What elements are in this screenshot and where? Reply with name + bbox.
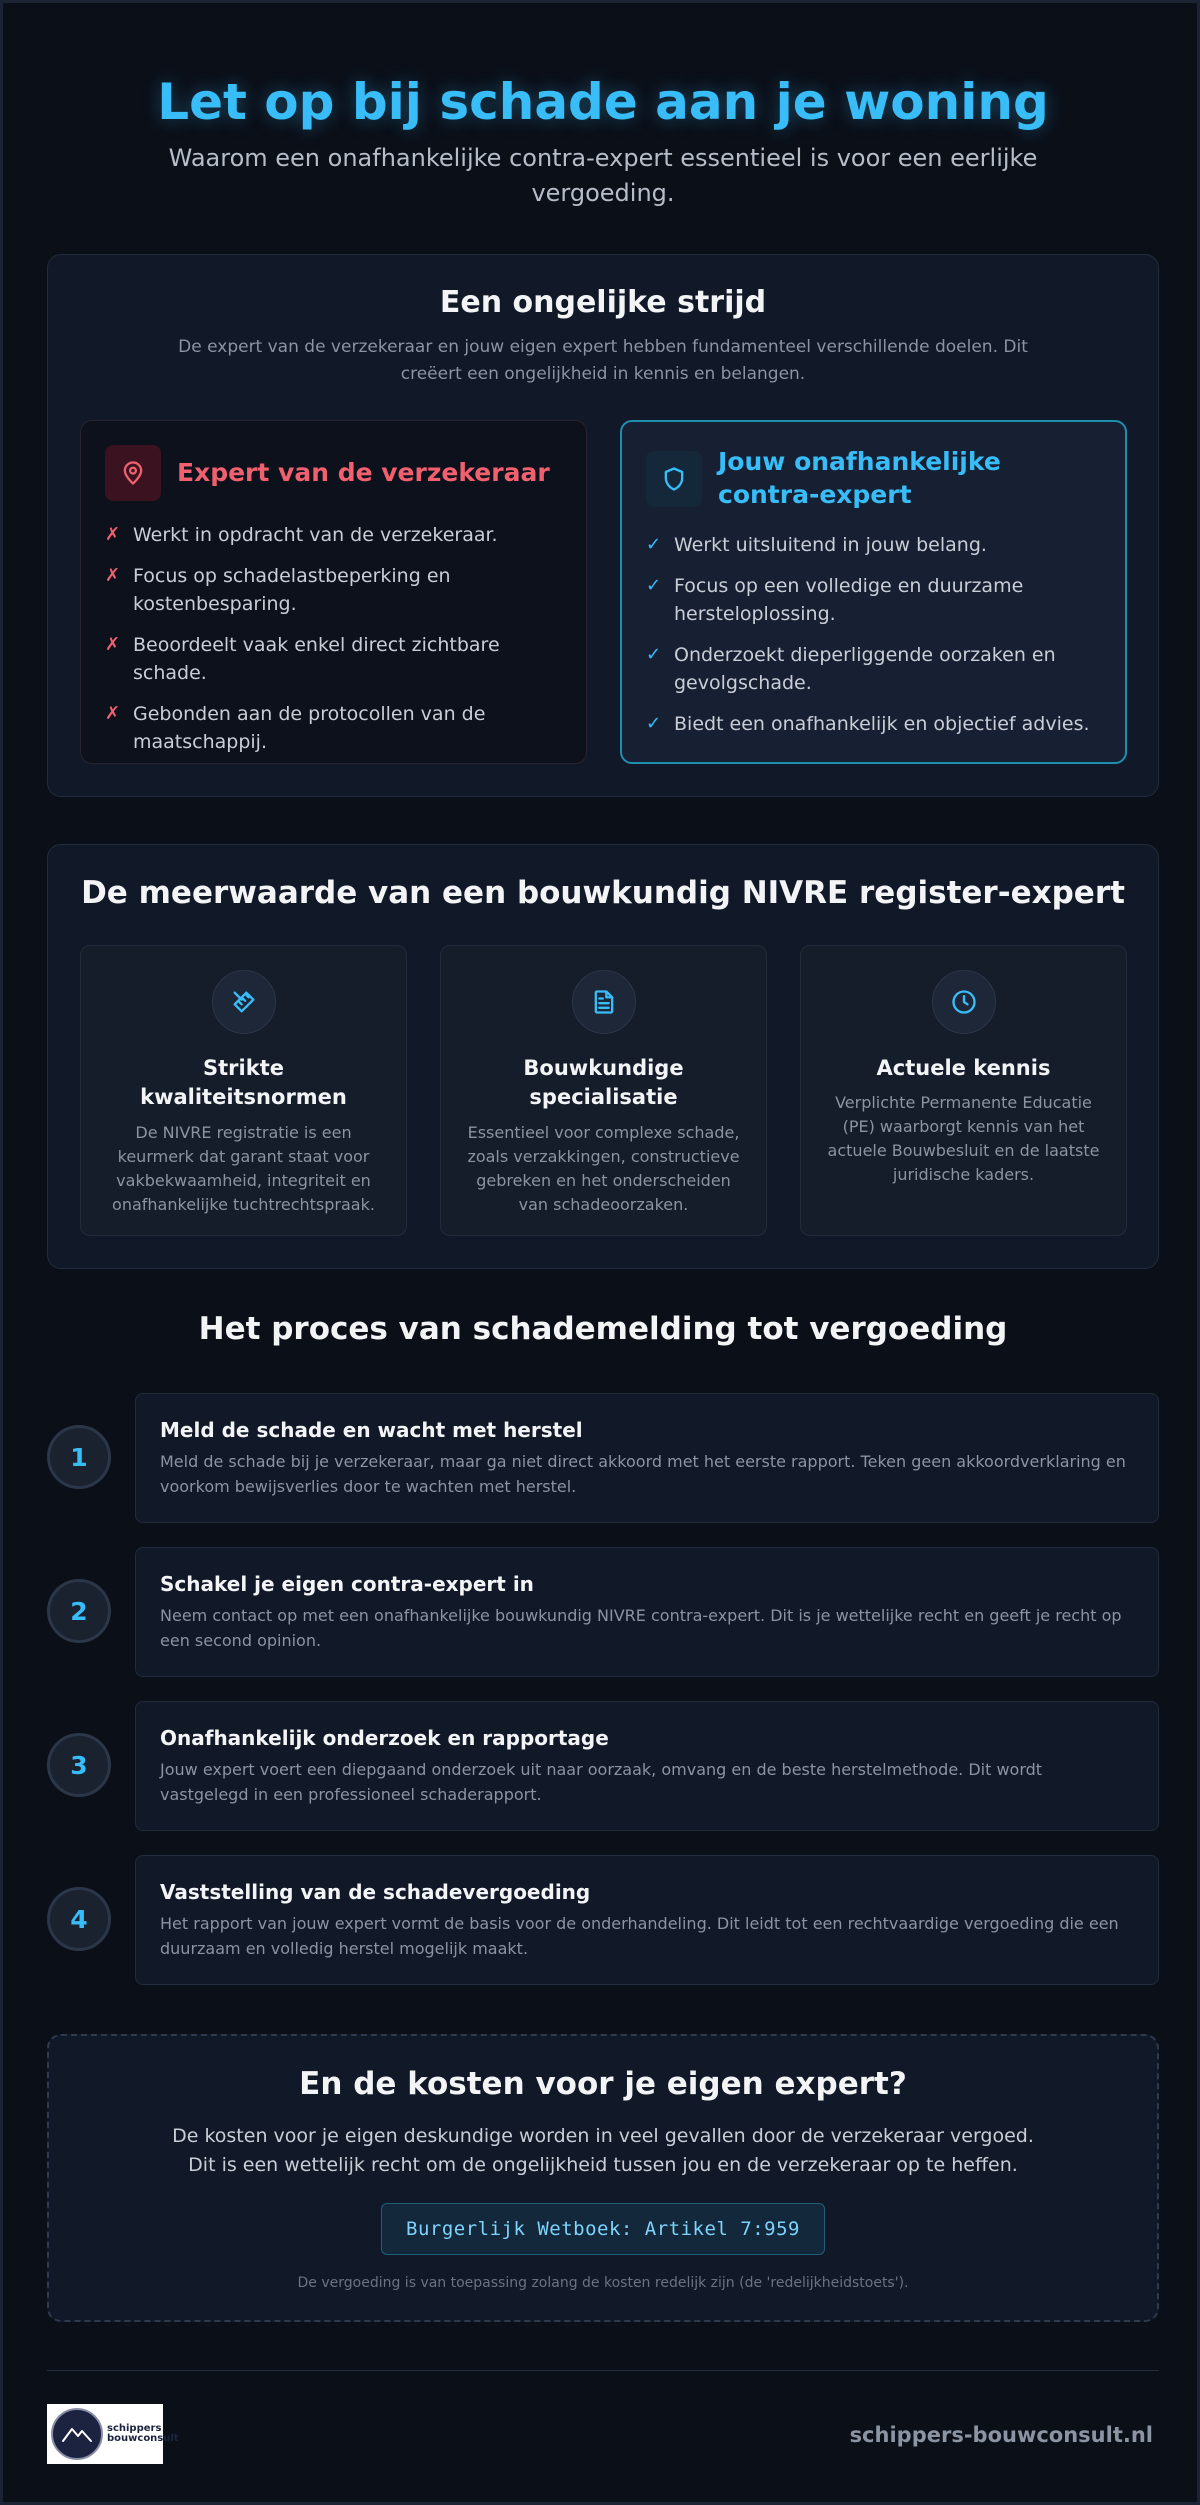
step-title: Onafhankelijk onderzoek en rapportage	[160, 1726, 609, 1750]
process-step	[135, 1393, 1159, 1523]
insurer-expert-card	[80, 420, 587, 764]
costs-description: De kosten voor je eigen deskundige worden in veel gevallen door de verzekeraar vergoed. Dit is een wettelijk recht om de ongelijkheid tussen jou en de verzekeraar op te heffen.	[172, 2125, 1034, 2176]
check-icon: ✓	[646, 643, 662, 665]
process-step	[135, 1855, 1159, 1985]
feature-description: De NIVRE registratie is een keurmerk dat garant staat voor vakbekwaamheid, integriteit en onafhankelijke tuchtrechtspraak.	[112, 1122, 375, 1214]
feature-card-knowledge	[800, 945, 1127, 1236]
own-expert-card	[620, 420, 1127, 764]
feature-title: Actuele kennis	[876, 1056, 1051, 1080]
own-expert-list	[646, 531, 1101, 738]
list-item	[105, 562, 562, 619]
law-reference-badge: Burgerlijk Wetboek: Artikel 7:959	[381, 2203, 825, 2255]
step-description: Meld de schade bij je verzekeraar, maar ga niet direct akkoord met het eerste rapport. Teken geen akkoordverklaring en voorkom bewijsverlies door te wachten met herstel.	[160, 1452, 1126, 1496]
own-expert-header	[646, 446, 1101, 511]
shield-icon	[646, 451, 702, 507]
footer-divider	[47, 2370, 1159, 2371]
step-number: 4	[47, 1887, 111, 1951]
page-subtitle: Waarom een onafhankelijke contra-expert essentieel is voor een eerlijke vergoeding.	[168, 144, 1038, 207]
insurer-expert-header	[105, 445, 562, 501]
feature-description: Essentieel voor complexe schade, zoals verzakkingen, constructieve gebreken en het onderscheiden van schadeoorzaken.	[467, 1122, 740, 1214]
feature-title: Strikte kwaliteitsnormen	[140, 1056, 347, 1110]
clock-icon	[932, 970, 996, 1034]
logo-wordmark	[107, 2424, 179, 2444]
step-description: Jouw expert voert een diepgaand onderzoek uit naar oorzaak, omvang en de beste herstelmethode. Dit wordt vastgelegd in een professioneel schaderapport.	[160, 1760, 1043, 1804]
feature-card-quality	[80, 945, 407, 1236]
logo-text-line: schippers	[107, 2423, 162, 2434]
insurer-expert-list	[105, 521, 562, 757]
page-title: Let op bij schade aan je woning	[157, 73, 1049, 131]
check-icon: ✓	[646, 712, 662, 734]
process-title: Het proces van schademelding tot vergoeding	[198, 1311, 1008, 1347]
list-item	[646, 710, 1101, 739]
list-item-text: Werkt in opdracht van de verzekeraar.	[133, 524, 498, 546]
check-icon: ✓	[646, 574, 662, 596]
added-value-section	[47, 844, 1159, 1269]
feature-title: Bouwkundige specialisatie	[523, 1056, 684, 1110]
costs-section	[47, 2034, 1159, 2322]
list-item	[646, 641, 1101, 698]
cross-icon: ✗	[105, 564, 121, 586]
comparison-section	[47, 254, 1159, 797]
process-step	[135, 1547, 1159, 1677]
costs-title: En de kosten voor je eigen expert?	[299, 2066, 907, 2102]
step-title: Schakel je eigen contra-expert in	[160, 1572, 534, 1596]
step-number: 3	[47, 1733, 111, 1797]
company-logo[interactable]	[47, 2404, 179, 2464]
list-item-text: Onderzoekt dieperliggende oorzaken en gevolgschade.	[674, 643, 1056, 694]
step-description: Neem contact op met een onafhankelijke bouwkundig NIVRE contra-expert. Dit is je wettelijke recht en geeft je recht op een second opinion.	[160, 1606, 1122, 1650]
list-item-text: Beoordeelt vaak enkel direct zichtbare schade.	[133, 633, 500, 684]
list-item	[105, 631, 562, 688]
costs-note: De vergoeding is van toepassing zolang de kosten redelijk zijn (de 'redelijkheidstoets').	[297, 2275, 909, 2291]
step-description: Het rapport van jouw expert vormt de basis voor de onderhandeling. Dit leidt tot een rechtvaardige vergoeding die een duurzaam en volledig herstel mogelijk maakt.	[160, 1914, 1119, 1958]
feature-description: Verplichte Permanente Educatie (PE) waarborgt kennis van het actuele Bouwbesluit en de laatste juridische kaders.	[827, 1093, 1100, 1185]
list-item-text: Focus op een volledige en duurzame hersteloplossing.	[674, 574, 1024, 625]
tools-icon	[212, 970, 276, 1034]
website-link[interactable]: schippers-bouwconsult.nl	[849, 2423, 1153, 2447]
process-step	[135, 1701, 1159, 1831]
list-item-text: Biedt een onafhankelijk en objectief advies.	[674, 712, 1090, 735]
check-icon: ✓	[646, 534, 662, 555]
list-item-text: Focus op schadelastbeperking en kostenbesparing.	[133, 564, 451, 615]
cross-icon: ✗	[105, 633, 121, 655]
step-number: 2	[47, 1579, 111, 1643]
logo-text-line: bouwconsult	[107, 2433, 179, 2444]
list-item	[105, 700, 562, 757]
list-item	[646, 531, 1101, 560]
own-expert-title: Jouw onafhankelijke contra-expert	[718, 447, 1001, 509]
comparison-title: Een ongelijke strijd	[439, 285, 767, 320]
cross-icon: ✗	[105, 702, 121, 724]
document-icon	[572, 970, 636, 1034]
list-item-text: Gebonden aan de protocollen van de maatschappij.	[133, 702, 486, 753]
list-item	[105, 521, 562, 550]
list-item	[646, 572, 1101, 629]
insurer-expert-title: Expert van de verzekeraar	[177, 457, 550, 487]
comparison-description: De expert van de verzekeraar en jouw eigen expert hebben fundamenteel verschillende doelen. Dit creëert een ongelijkheid in kennis en belangen.	[178, 337, 1028, 385]
roof-logo-icon	[51, 2408, 103, 2460]
cross-icon: ✗	[105, 524, 121, 545]
step-title: Meld de schade en wacht met herstel	[160, 1418, 583, 1442]
added-value-title: De meerwaarde van een bouwkundig NIVRE register-expert	[81, 875, 1125, 911]
step-number: 1	[47, 1425, 111, 1489]
step-title: Vaststelling van de schadevergoeding	[160, 1880, 591, 1904]
feature-card-specialisation	[440, 945, 767, 1236]
location-pin-icon	[105, 445, 161, 501]
list-item-text: Werkt uitsluitend in jouw belang.	[674, 534, 987, 556]
